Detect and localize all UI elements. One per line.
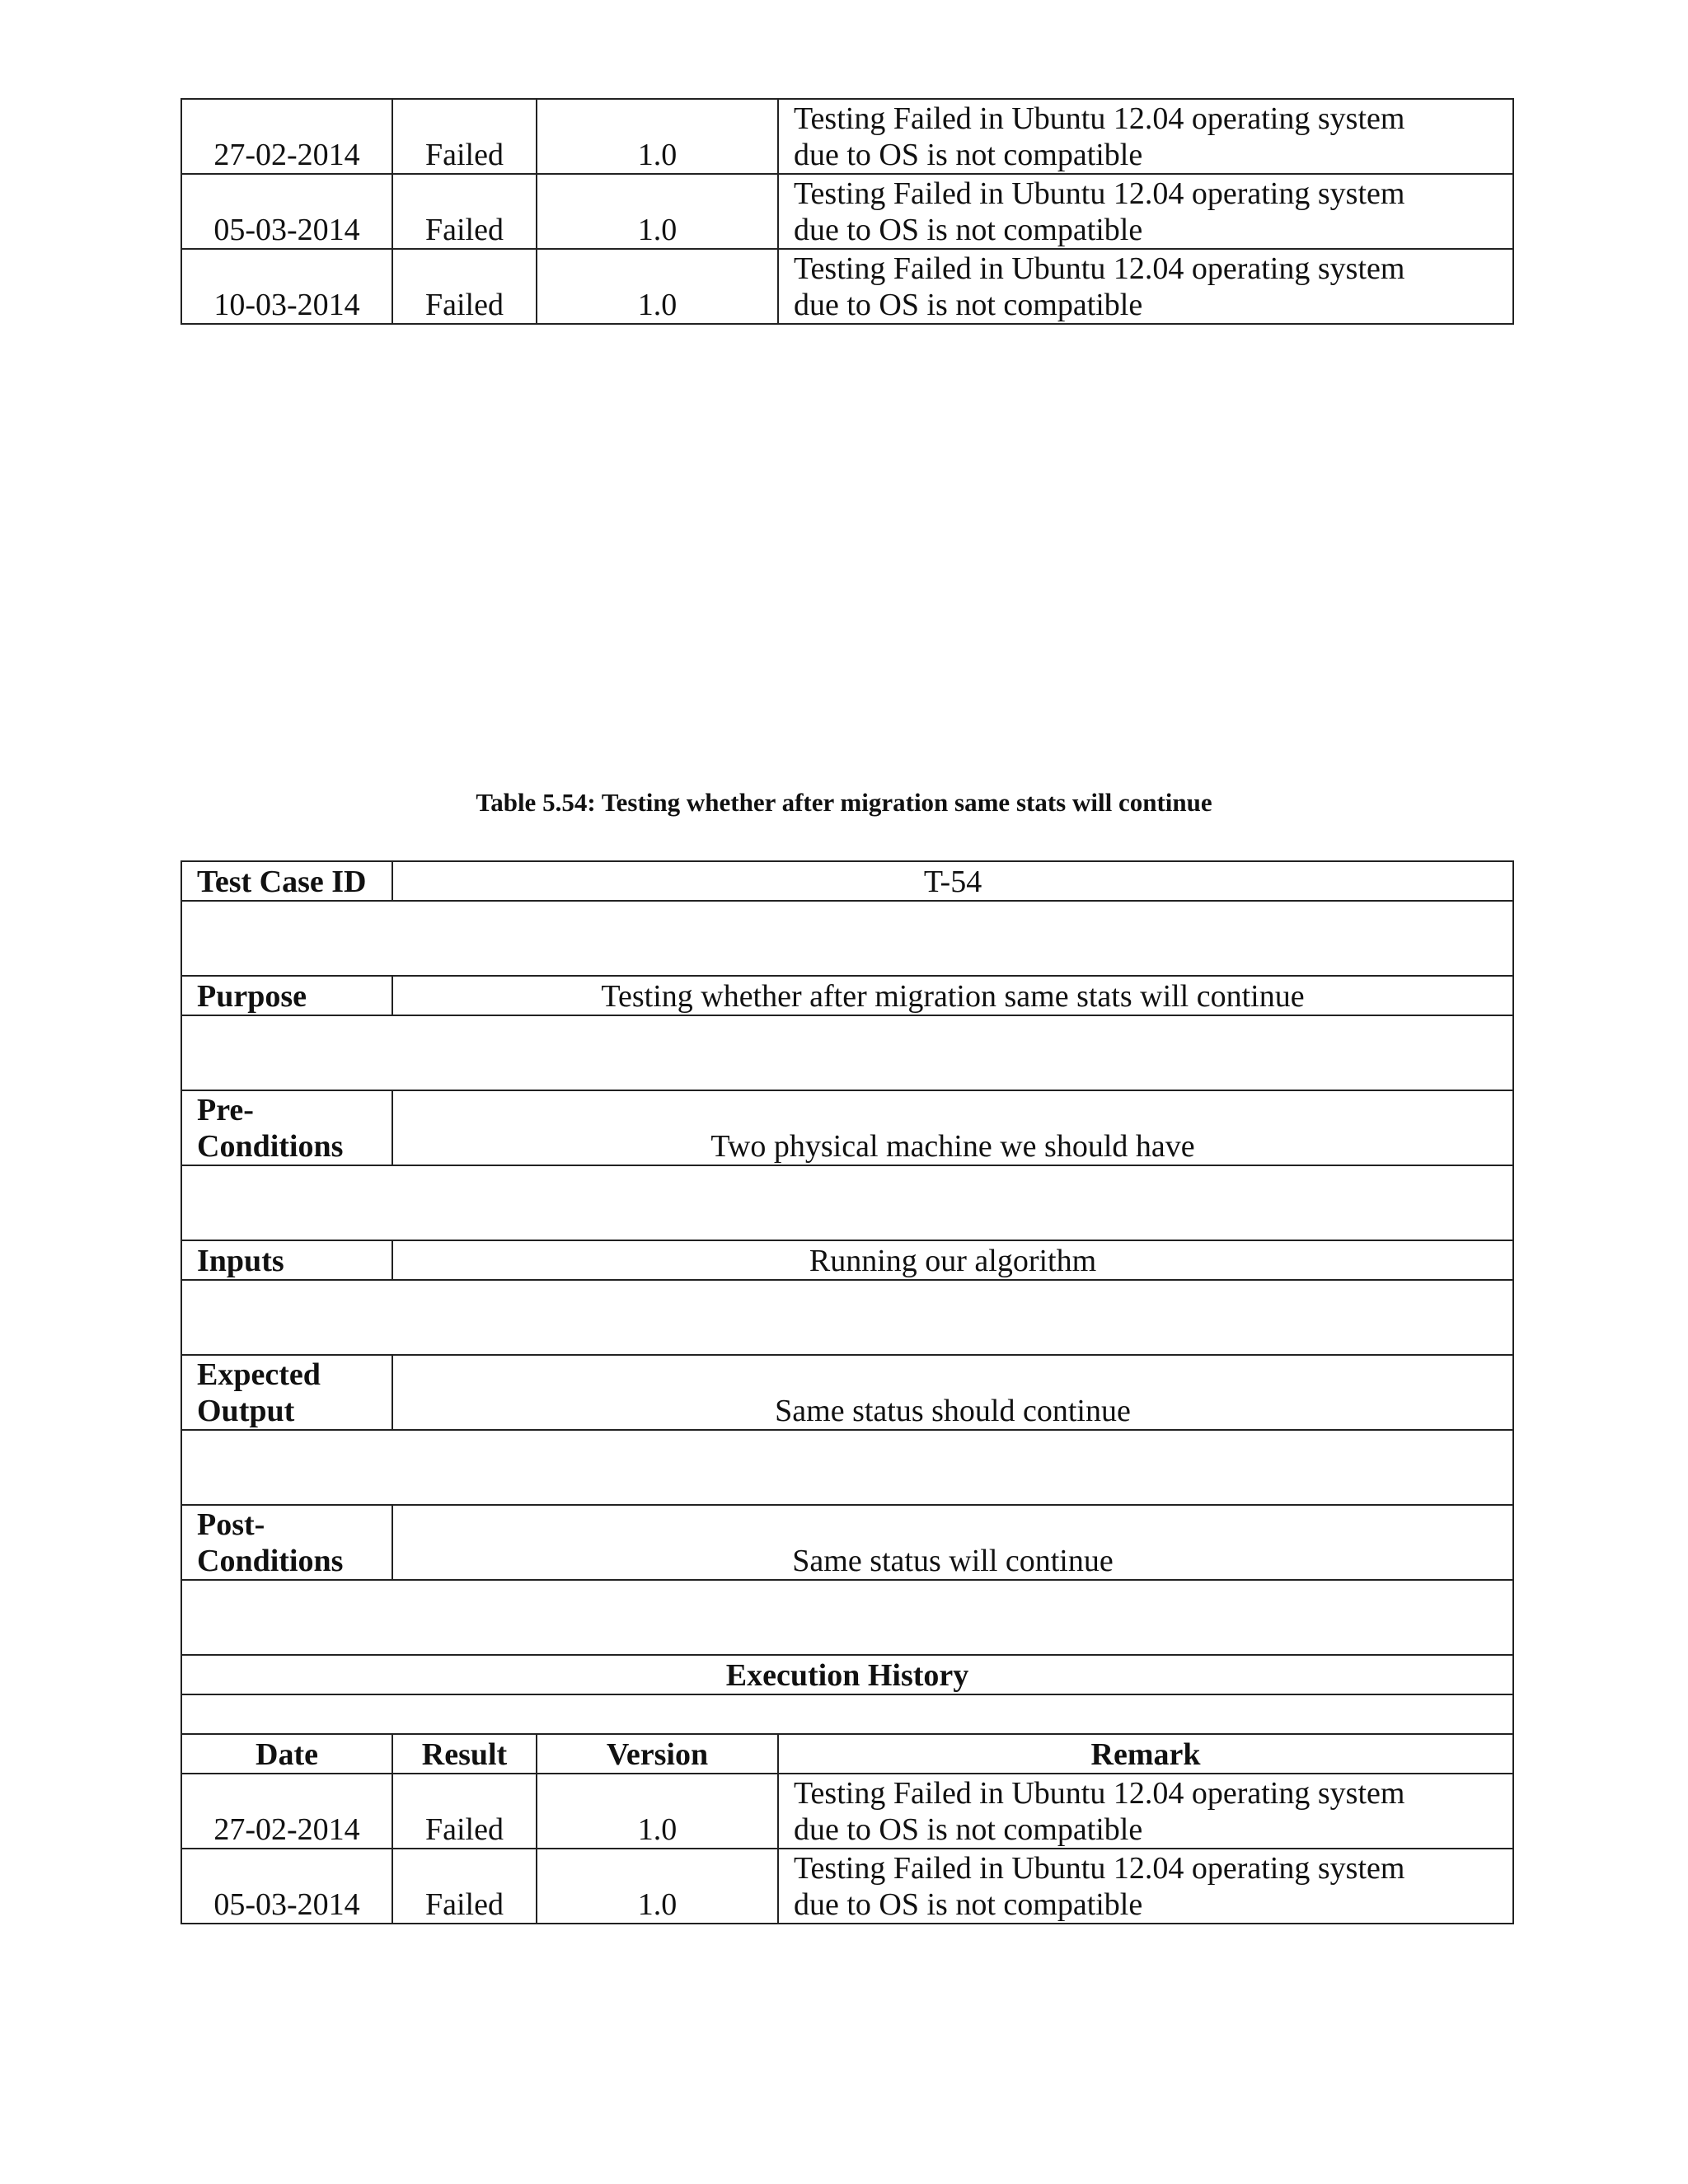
- remark-line: due to OS is not compatible: [794, 1812, 1143, 1847]
- label-line: Conditions: [197, 1544, 344, 1578]
- empty-cell: [181, 1280, 1513, 1355]
- history-row: [181, 1849, 1513, 1924]
- history-remark-cell: [778, 99, 1513, 174]
- version-header: Version: [537, 1734, 778, 1774]
- test-case-id-row: [181, 861, 1513, 901]
- remark-line: Testing Failed in Ubuntu 12.04 operating system: [794, 101, 1405, 136]
- history-result-cell: Failed: [392, 1849, 537, 1924]
- history-date-cell: 10-03-2014: [181, 249, 392, 324]
- history-remark-cell: [778, 249, 1513, 324]
- remark-line: Testing Failed in Ubuntu 12.04 operating system: [794, 1776, 1405, 1811]
- pre-conditions-label: [181, 1090, 392, 1165]
- spacer-row: [181, 1280, 1513, 1355]
- spacer-row: [181, 1015, 1513, 1090]
- history-remark-cell: [778, 1849, 1513, 1924]
- purpose-row: [181, 976, 1513, 1015]
- result-header: Result: [392, 1734, 537, 1774]
- remark-header: Remark: [778, 1734, 1513, 1774]
- remark-line: Testing Failed in Ubuntu 12.04 operating system: [794, 251, 1405, 286]
- remark-line: Testing Failed in Ubuntu 12.04 operating system: [794, 176, 1405, 211]
- post-conditions-label: [181, 1505, 392, 1580]
- history-result-cell: Failed: [392, 249, 537, 324]
- execution-history-title-row: [181, 1655, 1513, 1694]
- table-caption: Table 5.54: Testing whether after migration same stats will continue: [476, 788, 1212, 817]
- history-row: [181, 174, 1513, 249]
- pre-conditions-row: [181, 1090, 1513, 1165]
- remark-line: due to OS is not compatible: [794, 1887, 1143, 1922]
- spacer-row: [181, 1165, 1513, 1240]
- history-date-cell: 05-03-2014: [181, 1849, 392, 1924]
- label-line: Output: [197, 1394, 295, 1428]
- inputs-value: Running our algorithm: [392, 1240, 1513, 1280]
- history-result-cell: Failed: [392, 1774, 537, 1849]
- empty-cell: [181, 1165, 1513, 1240]
- date-header: Date: [181, 1734, 392, 1774]
- empty-cell: [181, 901, 1513, 976]
- previous-execution-history-table: [181, 98, 1514, 325]
- remark-line: due to OS is not compatible: [794, 213, 1143, 247]
- empty-cell: [181, 1430, 1513, 1505]
- execution-history-title: Execution History: [181, 1655, 1513, 1694]
- remark-line: Testing Failed in Ubuntu 12.04 operating system: [794, 1851, 1405, 1886]
- history-version-cell: 1.0: [537, 249, 778, 324]
- pre-conditions-value: Two physical machine we should have: [392, 1090, 1513, 1165]
- spacer-row: [181, 901, 1513, 976]
- label-line: Expected: [197, 1357, 321, 1392]
- spacer-row: [181, 1430, 1513, 1505]
- inputs-row: [181, 1240, 1513, 1280]
- label-line: Post-: [197, 1507, 265, 1542]
- remark-line: due to OS is not compatible: [794, 288, 1143, 322]
- history-row: [181, 249, 1513, 324]
- history-result-cell: Failed: [392, 99, 537, 174]
- label-line: Pre-: [197, 1093, 254, 1127]
- history-date-cell: 05-03-2014: [181, 174, 392, 249]
- post-conditions-row: [181, 1505, 1513, 1580]
- history-row: [181, 99, 1513, 174]
- empty-cell: [181, 1015, 1513, 1090]
- spacer-row: [181, 1694, 1513, 1734]
- execution-history-header-row: [181, 1734, 1513, 1774]
- label-line: Conditions: [197, 1129, 344, 1164]
- history-version-cell: 1.0: [537, 174, 778, 249]
- expected-output-row: [181, 1355, 1513, 1430]
- test-case-id-label: Test Case ID: [181, 861, 392, 901]
- inputs-label: Inputs: [181, 1240, 392, 1280]
- history-result-cell: Failed: [392, 174, 537, 249]
- test-case-id-value: T-54: [392, 861, 1513, 901]
- test-case-table: [181, 860, 1514, 1924]
- history-remark-cell: [778, 1774, 1513, 1849]
- history-version-cell: 1.0: [537, 1774, 778, 1849]
- history-version-cell: 1.0: [537, 1849, 778, 1924]
- remark-line: due to OS is not compatible: [794, 138, 1143, 172]
- expected-output-label: [181, 1355, 392, 1430]
- history-remark-cell: [778, 174, 1513, 249]
- expected-output-value: Same status should continue: [392, 1355, 1513, 1430]
- post-conditions-value: Same status will continue: [392, 1505, 1513, 1580]
- empty-cell: [181, 1580, 1513, 1655]
- history-row: [181, 1774, 1513, 1849]
- purpose-value: Testing whether after migration same stats will continue: [392, 976, 1513, 1015]
- spacer-row: [181, 1580, 1513, 1655]
- purpose-label: Purpose: [181, 976, 392, 1015]
- history-version-cell: 1.0: [537, 99, 778, 174]
- history-date-cell: 27-02-2014: [181, 99, 392, 174]
- history-date-cell: 27-02-2014: [181, 1774, 392, 1849]
- empty-cell: [181, 1694, 1513, 1734]
